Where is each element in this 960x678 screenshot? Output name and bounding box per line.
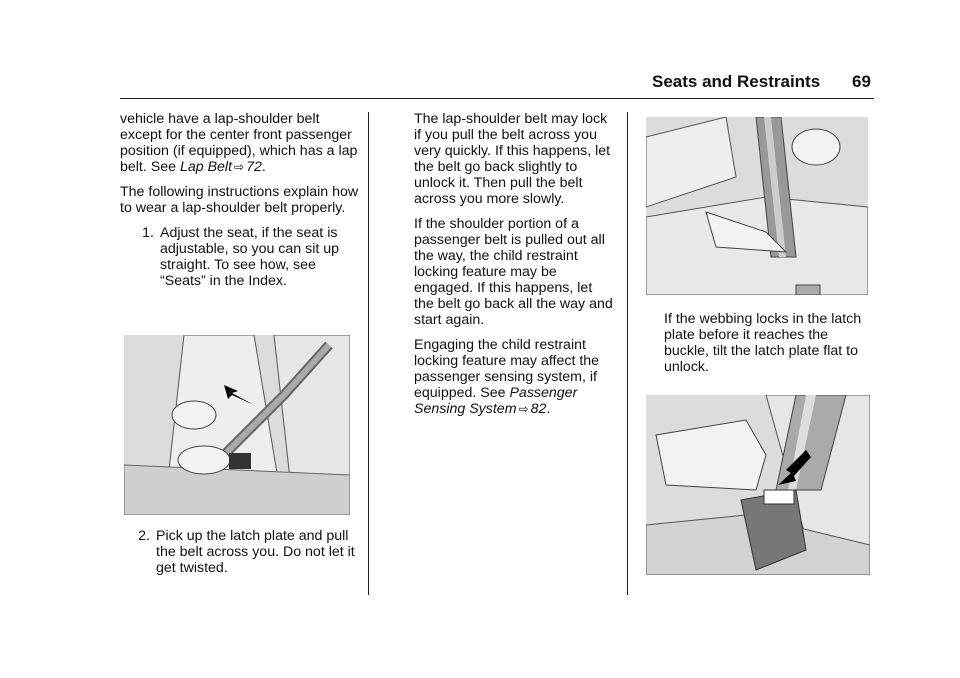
section-title: Seats and Restraints xyxy=(652,72,821,91)
page-ref-icon: ⇨ xyxy=(518,402,529,416)
latch-plate-illustration xyxy=(646,395,870,575)
page-number: 69 xyxy=(852,72,871,91)
step-2 xyxy=(126,528,356,576)
column-1 xyxy=(120,111,360,289)
step-1 xyxy=(130,225,360,289)
step-number: 1. xyxy=(142,225,154,241)
column-divider-right xyxy=(627,112,628,595)
col2-paragraph-2: If the shoulder portion of a passenger belt is pulled out all the way, the child restraint locking feature may be engaged. If this happens, let the belt go back all the way and start again. xyxy=(414,216,613,328)
step-text: Adjust the seat, if the seat is adjustable, so you can sit up straight. To see how, see “Seats” in the Index. xyxy=(160,225,340,289)
col1-paragraph-2: The following instructions explain how to wear a lap-shoulder belt properly. xyxy=(120,184,359,216)
belt-lock-illustration xyxy=(646,117,868,295)
col1-paragraph-1: vehicle have a lap-shoulder belt except for the center front passenger position (if equipped), which has a lap belt. See Lap Belt ⇨ 72. xyxy=(120,111,358,175)
step-text: Pick up the latch plate and pull the belt across you. Do not let it get twisted. xyxy=(156,528,355,576)
seatbelt-pull-illustration xyxy=(124,335,350,515)
column-2 xyxy=(414,111,614,426)
lap-belt-link[interactable]: Lap Belt xyxy=(179,159,233,175)
col2-paragraph-3: Engaging the child restraint locking feature may affect the passenger sensing system, if equipped. See Passenger Sensing System ⇨ 82. xyxy=(414,337,600,417)
illustration-pull-belt xyxy=(124,335,350,515)
step-number: 2. xyxy=(138,528,150,544)
lap-belt-page-ref[interactable]: 72 xyxy=(246,159,262,175)
col2-paragraph-1: The lap-shoulder belt may lock if you pull the belt across you very quickly. If this happens, let the belt go back slightly to unlock it. Then pull the belt across you more slowly. xyxy=(414,111,611,207)
passenger-sensing-page-ref[interactable]: 82 xyxy=(530,401,547,417)
illustration-belt-lock xyxy=(646,117,868,295)
header-rule xyxy=(120,98,874,99)
illustration-latch-plate xyxy=(646,395,870,575)
passenger-sensing-link[interactable]: Passenger Sensing System xyxy=(414,385,578,417)
col3-paragraph-1: If the webbing locks in the latch plate before it reaches the buckle, tilt the latch plate flat to unlock. xyxy=(664,311,862,375)
page-ref-icon: ⇨ xyxy=(234,160,245,174)
column-divider-left xyxy=(368,112,369,595)
column-3 xyxy=(664,311,876,384)
page-header xyxy=(0,72,960,96)
